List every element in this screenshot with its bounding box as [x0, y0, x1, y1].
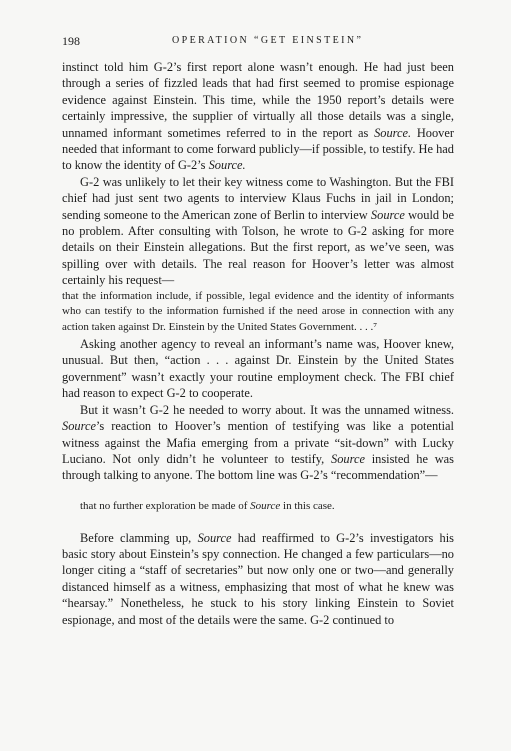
paragraph-3: Asking another agency to reveal an informant’s name was, Hoover knew, unusual. But then, “action . . . against Dr. Einstein by the United States government” wasn’t exactly your routine employment check. The FBI chief had reason to expect G-2 to cooperate.	[62, 337, 454, 401]
paragraph-5: Before clamming up, Source had reaffirmed to G-2’s investigators his basic story about Einstein’s spy connection. He changed a few particulars—no longer citing a “staff of secretaries” but now only one or two—and generally distanced himself as a witness, emphasizing that most of what he knew was “hearsay.” Nonetheless, he stuck to his story linking Einstein to Soviet espionage, and most of the details were the same. G-2 continued to	[62, 530, 455, 627]
page-header	[62, 34, 454, 50]
paragraph-4: But it wasn’t G-2 he needed to worry about. It was the unnamed witness. Source’s reaction to Hoover’s mention of testifying was like a potential witness against the Mafia emerging from a private “sit-down” with Lucky Luciano. Not only didn’t he volunteer to testify, Source insisted he was through talking to anyone. The bottom line was G-2’s “recommendation”—	[62, 402, 454, 483]
paragraph-1: instinct told him G-2’s first report alone wasn’t enough. He had just been through a series of fizzled leads that had first seemed to promise espionage evidence against Einstein. This time, while the 1950 report’s details were certainly impressive, the supplier of virtually all those details was a single, unnamed informant sometimes referred to in the report as Source. Hoover needed that informant to come forward publicly—if possible, to testify. He had to know the identity of G-2’s Source.	[62, 60, 454, 173]
running-head: OPERATION “GET EINSTEIN”	[172, 35, 364, 46]
page-number: 198	[62, 34, 80, 48]
block-quote-2: that no further exploration be made of Source in this case.	[80, 499, 335, 512]
block-quote-1: that the information include, if possible, legal evidence and the identity of informants who can testify to the information furnished if the need arose in connection with any action taken against Dr. Einstein by the United States Government. . . .⁷	[62, 289, 454, 334]
paragraph-2: G-2 was unlikely to let their key witness come to Washington. But the FBI chief had just sent two agents to interview Klaus Fuchs in jail in London; sending someone to the American zone of Berlin to interview Source would be no problem. After consulting with Tolson, he wrote to G-2 asking for more details on their Einstein allegations. But the first report, as we’ve seen, was spilling over with details. The real reason for Hoover’s letter was almost certainly his request—	[62, 174, 454, 288]
body-text	[62, 59, 454, 628]
